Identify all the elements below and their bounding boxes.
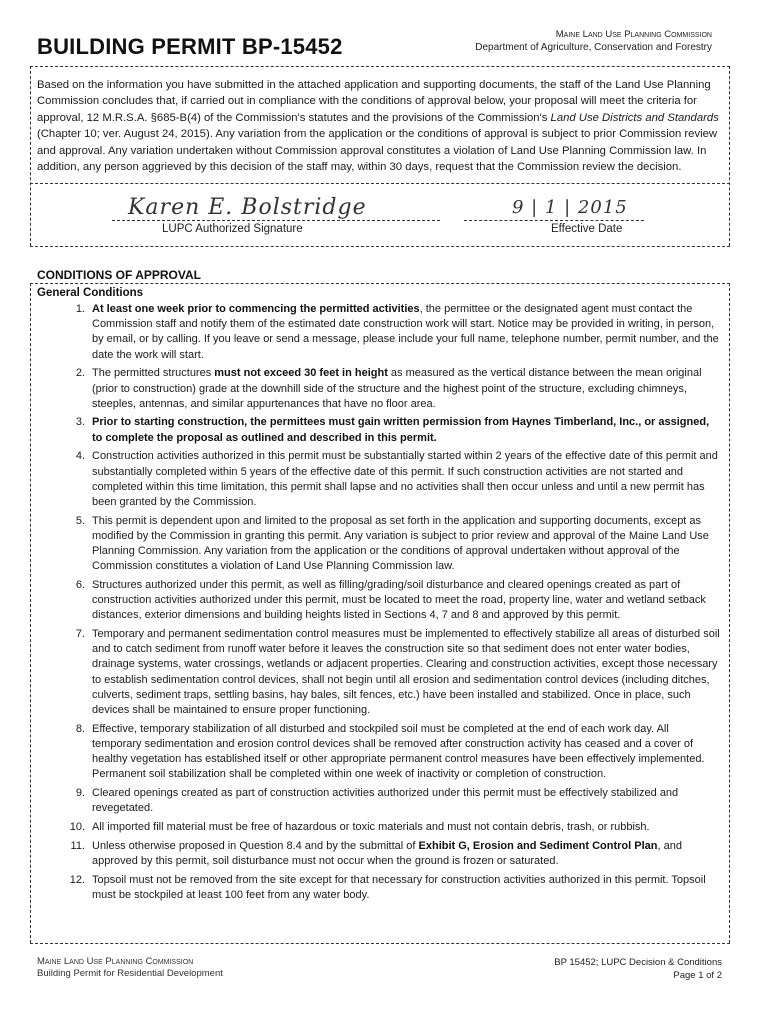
condition-item: 1. At least one week prior to commencing the permitted activities, the permittee or the designated agent must contact the Commission staff and notify them of the estimated date construction work will start. Notice may be provided in writing, in person, by email, or by calling. If you leave or send a message, please include your full name, telephone number, permit number, and the date the work will start.	[75, 303, 719, 361]
conditions-list	[37, 302, 721, 907]
date-label: Effective Date	[551, 223, 623, 235]
footer-agency: Maine Land Use Planning Commission	[37, 956, 194, 967]
condition-item: 11. Unless otherwise proposed in Question 8.4 and by the submittal of Exhibit G, Erosion and Sediment Control Plan, and approved by this permit, soil disturbance must not occur when the ground is frozen or saturated.	[70, 839, 682, 867]
intro-box-top-border	[30, 66, 730, 67]
signature-label: LUPC Authorized Signature	[162, 223, 303, 235]
signature-box-bottom-border	[30, 246, 730, 247]
condition-item: 9. Cleared openings created as part of construction activities authorized under this permit must be effectively stabilized and revegetated.	[75, 787, 679, 815]
signature-area	[0, 195, 770, 245]
intro-box-divider	[30, 183, 730, 184]
page-number: Page 1 of 2	[673, 970, 722, 981]
condition-item: 12. Topsoil must not be removed from the site except for that necessary for construction activities authorized in this permit. Topsoil must be stockpiled at least 100 feet from any water body.	[69, 873, 706, 901]
page-title: BUILDING PERMIT BP-15452	[37, 34, 343, 59]
conditions-left-border	[30, 283, 31, 943]
condition-item: 7. Temporary and permanent sedimentation control measures must be implemented to effectively stabilize all areas of disturbed soil and to catch sediment from runoff water before it leaves the construction site so that sediment does not enter water bodies, drainage systems, water crossings, wetlands or adjacent properties. Clearing and construction activities, except those necessary to establish sedimentation control devices, shall not begin until all erosion and sedimentation control devices (including ditches, culverts, sediment traps, settling basins, hay bales, silt fences, etc.) have been installed and stabilized. Once in place, such devices shall be maintained to ensure proper functioning.	[75, 628, 720, 717]
intro-text-part2: (Chapter 10; ver. August 24, 2015). Any variation from the application or the conditions of approval is subject to prior Commission review and approval. Any variation undertaken without Commission approval constitutes a violation of Land Use Planning Commission law. In addition, any person aggrieved by this decision of the staff may, within 30 days, request that the Commission review the decision.	[37, 128, 718, 174]
condition-item: 2. The permitted structures must not exceed 30 feet in height as measured as the vertical distance between the mean original (prior to construction) grade at the downhill side of the structure and the highest point of the structure, excluding chimneys, steeples, antennas, and similar appurtenances that have no floor area.	[75, 367, 702, 410]
agency-block	[475, 28, 712, 54]
footer-right	[554, 956, 722, 982]
date-line	[464, 220, 644, 221]
conditions-top-border	[30, 283, 730, 284]
agency-name: Maine Land Use Planning Commission	[555, 29, 712, 40]
handwritten-signature: Karen E. Bolstridge	[128, 195, 367, 220]
condition-item: 6. Structures authorized under this permit, as well as filling/grading/soil disturbance and cleared openings created as part of construction activities authorized under this permit, must be located to meet the road, property line, water and wetland setback distances, exterior dimensions and building heights listed in Sections 4, 7 and 8 and approved by this permit.	[75, 578, 706, 622]
condition-item: 3. Prior to starting construction, the permittees must gain written permission from Haynes Timberland, Inc., or assigned, to complete the proposal as outlined and described in this permit.	[75, 416, 710, 444]
footer-left	[37, 956, 223, 980]
intro-text-italic: Land Use Districts and Standards	[550, 111, 719, 124]
intro-paragraph	[37, 77, 720, 175]
footer-permit-ref: BP 15452; LUPC Decision & Conditions	[554, 957, 722, 968]
conditions-bottom-border	[30, 943, 730, 944]
agency-department: Department of Agriculture, Conservation and Forestry	[475, 42, 712, 53]
condition-item: 8. Effective, temporary stabilization of all disturbed and stockpiled soil must be completed at the end of each work day. All temporary sedimentation and erosion control devices shall be removed after construction activity has ceased and a cover of healthy vegetation has established itself or other appropriate permanent control measures have been effectively implemented. Permanent soil stabilization shall be completed within one week of inactivity or completion of construction.	[75, 722, 705, 781]
footer-document-type: Building Permit for Residential Development	[37, 968, 223, 979]
handwritten-date: 9 | 1 | 2015	[512, 197, 628, 218]
condition-item: 10. All imported fill material must be free of hazardous or toxic materials and must not contain debris, trash, or rubbish.	[69, 821, 650, 833]
conditions-right-border	[729, 283, 730, 943]
condition-item: 4. Construction activities authorized in this permit must be substantially started within 2 years of the effective date of this permit and substantially completed within 5 years of the effective date of this permit. If such construction activities are not started and completed within this time limitation, this permit shall lapse and no activities shall then occur unless and until a new permit has been granted by the Commission.	[75, 450, 718, 508]
intro-text-part1: Based on the information you have submitted in the attached application and supporting documents, the staff of the Land Use Planning Commission concludes that, if carried out in compliance with the conditions of approval below, your proposal will meet the criteria for approval, 12 M.R.S.A. §685-B(4) of the Commission's statutes and the provisions of the Commission's	[37, 79, 711, 124]
signature-line	[112, 220, 440, 221]
general-conditions-heading: General Conditions	[37, 287, 144, 299]
condition-item: 5. This permit is dependent upon and limited to the proposal as set forth in the application and supporting documents, except as modified by the Commission in granting this permit. Any variation is subject to prior review and approval of the Maine Land Use Planning Commission. Any variation from the application or the conditions of approval undertaken without approval of the Commission constitutes a violation of Land Use Planning Commission law.	[75, 514, 709, 573]
conditions-heading: CONDITIONS OF APPROVAL	[37, 268, 202, 282]
